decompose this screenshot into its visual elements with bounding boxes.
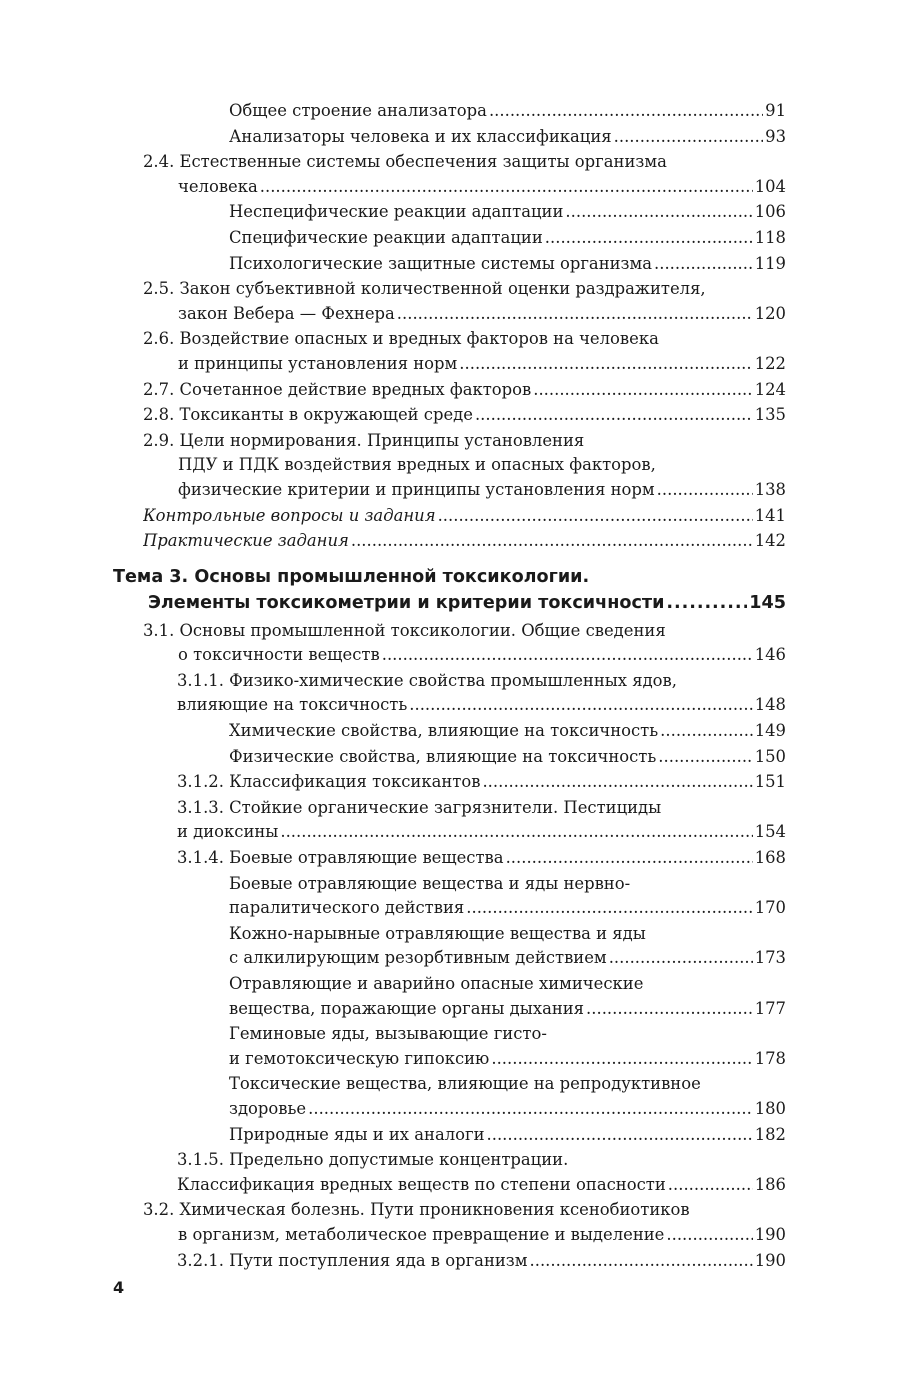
toc-entry — [113, 872, 786, 921]
dot-leader — [409, 693, 752, 718]
toc-entry — [113, 529, 786, 554]
dot-leader — [382, 643, 753, 668]
table-of-contents — [113, 99, 786, 1274]
dot-leader — [491, 1047, 752, 1072]
toc-entry — [113, 252, 786, 277]
toc-entry-title: 2.5. Закон субъективной количественной оценки раздражителя, — [143, 279, 706, 299]
toc-entry-title: Отравляющие и аварийно опасные химические — [229, 974, 644, 993]
toc-entry-title: Природные яды и их аналоги — [229, 1124, 485, 1144]
toc-entry-page: 151 — [754, 772, 786, 792]
toc-entry-title: физические критерии и принципы установления норм — [178, 479, 655, 499]
dot-leader — [489, 99, 763, 124]
toc-entry-page: 149 — [754, 721, 786, 741]
page-number: 4 — [113, 1278, 125, 1297]
toc-entry — [113, 1123, 786, 1148]
dot-leader — [506, 846, 753, 871]
toc-entry-title: Неспецифические реакции адаптации — [229, 202, 564, 222]
toc-entry-title: 2.4. Естественные системы обеспечения защиты организма — [143, 152, 667, 172]
toc-entry-title: влияющие на токсичность — [177, 695, 408, 715]
toc-entry-title: о токсичности веществ — [178, 645, 380, 665]
toc-entry-page: 168 — [754, 848, 786, 868]
toc-entry-title: и диоксины — [177, 822, 279, 842]
toc-entry — [113, 1198, 786, 1247]
toc-entry-title: 2.7. Сочетанное действие вредных факторов — [143, 379, 532, 399]
toc-entry-page: 182 — [754, 1124, 786, 1144]
dot-leader — [351, 529, 753, 554]
dot-leader — [459, 352, 752, 377]
toc-entry — [113, 1022, 786, 1071]
dot-leader — [654, 252, 753, 277]
dot-leader — [614, 125, 764, 150]
toc-entry-page: 122 — [754, 353, 786, 373]
toc-entry-page: 124 — [754, 379, 786, 399]
toc-entry-title: с алкилирующим резорбтивным действием — [229, 948, 607, 968]
toc-entry-title: Психологические защитные системы организма — [229, 253, 653, 273]
toc-entry — [113, 504, 786, 529]
toc-entry-title: Классификация вредных веществ по степени опасности — [177, 1174, 666, 1194]
toc-entry-page: 104 — [754, 176, 786, 196]
toc-entry-title: паралитического действия — [229, 898, 465, 918]
toc-entry-title: 2.8. Токсиканты в окружающей среде — [143, 405, 473, 425]
dot-leader — [666, 1223, 752, 1248]
dot-leader — [308, 1097, 753, 1122]
toc-entry — [113, 669, 786, 718]
toc-entry — [113, 378, 786, 403]
dot-leader — [658, 745, 752, 770]
dot-leader — [530, 1249, 753, 1274]
toc-entry-title: 3.1.4. Боевые отравляющие вещества — [177, 848, 504, 868]
toc-entry-title: ПДУ и ПДК воздействия вредных и опасных факторов, — [178, 455, 656, 475]
toc-entry-title: Физические свойства, влияющие на токсичность — [229, 746, 657, 766]
toc-entry — [113, 846, 786, 871]
dot-leader — [660, 719, 753, 744]
toc-entry-title: Боевые отравляющие вещества и яды нервно- — [229, 873, 631, 893]
toc-entry-page: 138 — [754, 479, 786, 499]
toc-entry-page: 177 — [754, 998, 786, 1018]
toc-entry-page: 93 — [765, 126, 786, 146]
toc-entry — [113, 327, 786, 376]
toc-entry — [113, 796, 786, 845]
toc-entry — [113, 619, 786, 668]
dot-leader — [609, 946, 753, 971]
toc-entry-title: 2.9. Цели нормирования. Принципы установления — [143, 430, 585, 450]
dot-leader — [260, 175, 753, 200]
toc-entry — [113, 99, 786, 124]
toc-entry-title: Анализаторы человека и их классификация — [229, 126, 612, 146]
toc-entry — [113, 745, 786, 770]
dot-leader — [438, 504, 753, 529]
toc-entry-page: 178 — [754, 1048, 786, 1068]
dot-leader — [565, 200, 752, 225]
toc-entry — [113, 1148, 786, 1197]
toc-entry-page: 180 — [754, 1098, 786, 1118]
toc-entry-page: 190 — [754, 1224, 786, 1244]
dot-leader — [482, 770, 752, 795]
toc-entry-title: Контрольные вопросы и задания — [143, 505, 436, 525]
toc-entry-title: и принципы установления норм — [178, 353, 458, 373]
toc-entry-title: закон Вебера — Фехнера — [178, 303, 395, 323]
toc-entry — [113, 922, 786, 971]
dot-leader — [657, 478, 753, 503]
toc-chapter-heading — [113, 564, 786, 616]
toc-entry-page: 154 — [754, 822, 786, 842]
toc-entry-title: вещества, поражающие органы дыхания — [229, 998, 585, 1018]
dot-leader — [487, 1123, 753, 1148]
dot-leader — [397, 302, 753, 327]
toc-entry-title: в организм, метаболическое превращение и выделение — [178, 1224, 665, 1244]
toc-entry-page: 186 — [754, 1174, 786, 1194]
toc-entry-title: человека — [178, 176, 258, 196]
toc-entry-page: 150 — [754, 746, 786, 766]
toc-entry-title: 3.1.3. Стойкие органические загрязнители. Пестициды — [177, 797, 662, 817]
toc-entry-page: 146 — [754, 645, 786, 665]
toc-entry-page: 106 — [754, 202, 786, 222]
toc-entry-page: 170 — [754, 898, 786, 918]
toc-entry — [113, 226, 786, 251]
toc-entry-page: 141 — [754, 505, 786, 525]
toc-entry-title: Общее строение анализатора — [229, 101, 487, 120]
toc-entry — [113, 150, 786, 199]
toc-entry-page: 120 — [754, 303, 786, 323]
toc-entry-page: 91 — [765, 101, 786, 120]
toc-entry-page: 118 — [754, 227, 786, 247]
toc-entry-title: Практические задания — [143, 531, 349, 551]
toc-entry-title: 3.2. Химическая болезнь. Пути проникновения ксенобиотиков — [143, 1200, 690, 1220]
toc-entry — [113, 125, 786, 150]
toc-entry-page: 190 — [754, 1250, 786, 1270]
toc-entry-title: 3.2.1. Пути поступления яда в организм — [177, 1250, 528, 1270]
toc-entry-page: 145 — [749, 592, 786, 613]
toc-entry-title: и гемотоксическую гипоксию — [229, 1048, 490, 1068]
dot-leader — [280, 820, 752, 845]
dot-leader — [545, 226, 753, 251]
toc-entry — [113, 429, 786, 503]
toc-entry-title: Элементы токсикометрии и критерии токсичности — [148, 592, 665, 613]
dot-leader — [586, 997, 753, 1022]
dot-leader — [666, 590, 747, 616]
dot-leader — [466, 896, 752, 921]
toc-entry-title: Химические свойства, влияющие на токсичность — [229, 721, 659, 741]
toc-entry — [113, 277, 786, 326]
dot-leader — [475, 403, 753, 428]
toc-entry-title: Токсические вещества, влияющие на репродуктивное — [229, 1074, 701, 1094]
toc-entry-title: Кожно-нарывные отравляющие вещества и яды — [229, 923, 646, 943]
toc-entry-title: 3.1.1. Физико-химические свойства промышленных ядов, — [177, 670, 677, 690]
toc-entry — [113, 1249, 786, 1274]
toc-entry — [113, 719, 786, 744]
toc-entry-page: 119 — [754, 253, 786, 273]
toc-entry-title: 3.1. Основы промышленной токсикологии. Общие сведения — [143, 620, 666, 640]
toc-entry-title: здоровье — [229, 1098, 307, 1118]
toc-entry — [113, 972, 786, 1021]
toc-entry-title: 3.1.2. Классификация токсикантов — [177, 772, 481, 792]
toc-entry-title: 3.1.5. Предельно допустимые концентрации. — [177, 1150, 569, 1170]
toc-entry-title: Тема 3. Основы промышленной токсикологии. — [113, 566, 590, 587]
toc-entry — [113, 403, 786, 428]
toc-entry — [113, 200, 786, 225]
toc-entry — [113, 1072, 786, 1121]
toc-entry-page: 173 — [754, 948, 786, 968]
toc-entry-page: 135 — [754, 405, 786, 425]
dot-leader — [668, 1173, 753, 1198]
toc-entry-page: 148 — [754, 695, 786, 715]
toc-entry-title: Геминовые яды, вызывающие гисто- — [229, 1024, 547, 1044]
dot-leader — [533, 378, 752, 403]
toc-entry-page: 142 — [754, 531, 786, 551]
toc-entry-title: 2.6. Воздействие опасных и вредных факторов на человека — [143, 329, 659, 349]
toc-entry — [113, 770, 786, 795]
toc-entry-title: Специфические реакции адаптации — [229, 227, 543, 247]
